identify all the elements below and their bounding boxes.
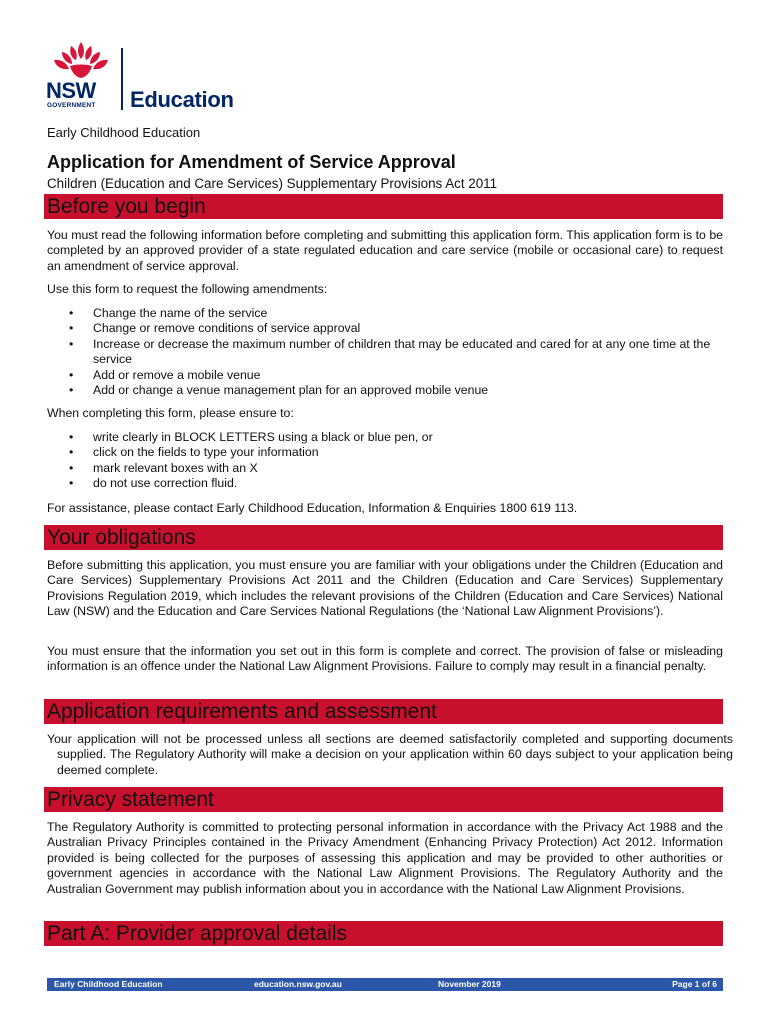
requirements-paragraph: Your application will not be processed unless all sections are deemed satisfactorily completed and supporting documents supplied. The Regulatory Authority will make a decision on your application within 60 days subject to your application being deemed complete. — [47, 732, 733, 777]
bullet-icon: • — [69, 306, 74, 320]
government-wordmark: GOVERNMENT — [47, 102, 96, 109]
assistance-paragraph: For assistance, please contact Early Childhood Education, Information & Enquiries 1800 619 113. — [47, 501, 578, 515]
list-item: • Increase or decrease the maximum number of children that may be educated and cared for at any one time at the service — [69, 336, 711, 367]
footer-date: November 2019 — [438, 979, 501, 989]
list-item: • write clearly in BLOCK LETTERS using a black or blue pen, or — [69, 430, 433, 444]
document-title: Application for Amendment of Service Approval — [47, 152, 456, 172]
list-item: • mark relevant boxes with an X — [69, 460, 258, 475]
section-heading-before-you-begin: Before you begin — [44, 194, 723, 219]
bullet-icon: • — [69, 321, 74, 336]
waratah-icon — [44, 40, 118, 80]
section-heading-privacy: Privacy statement — [44, 787, 723, 812]
bullet-icon: • — [69, 367, 74, 382]
ensure-list — [47, 430, 723, 492]
nsw-education-logo — [44, 40, 254, 114]
department-label: Early Childhood Education — [47, 125, 201, 140]
logo-divider — [121, 48, 123, 110]
section-heading-requirements: Application requirements and assessment — [44, 699, 723, 724]
nsw-wordmark: NSW — [46, 78, 96, 103]
obligations-paragraph-1: Before submitting this application, you must ensure you are familiar with your obligations under the Children (Education and Care Services) Supplementary Provisions Act 2011 and the Children (Education and Care Services) Supplementary Provisions Regulation 2019, which includes the relevant provisions of the Children (Education and Care Services) National Law (NSW) and the Education and Care Services National Regulations (the ‘National Law Alignment Provisions’). — [47, 558, 723, 619]
intro-paragraph: You must read the following information before completing and submitting this application form. This application form is to be completed by an approved provider of a state regulated education and care service (mobile or occasional care) to request an amendment of service approval. — [47, 228, 723, 273]
section-heading-obligations: Your obligations — [44, 525, 723, 550]
obligations-paragraph-2: You must ensure that the information you set out in this form is complete and correct. The provision of false or misleading information is an offence under the National Law Alignment Provisions. Failure to comply may result in a financial penalty. — [47, 644, 723, 674]
bullet-icon: • — [69, 445, 74, 460]
list-item: • Change the name of the service — [69, 306, 268, 320]
document-subtitle: Children (Education and Care Services) Supplementary Provisions Act 2011 — [47, 176, 498, 191]
footer-page-number: Page 1 of 6 — [672, 979, 717, 989]
section-heading-part-a: Part A: Provider approval details — [44, 921, 723, 946]
amendments-list — [47, 306, 723, 398]
list-item: • do not use correction fluid. — [69, 476, 238, 491]
list-item: • Change or remove conditions of service approval — [69, 321, 361, 336]
page-footer — [47, 978, 723, 991]
footer-website-link[interactable]: education.nsw.gov.au — [254, 979, 342, 989]
list-item: • click on the fields to type your information — [69, 445, 319, 460]
bullet-icon: • — [69, 430, 74, 444]
list-item: • Add or change a venue management plan for an approved mobile venue — [69, 383, 489, 398]
privacy-paragraph: The Regulatory Authority is committed to protecting personal information in accordance with the Privacy Act 1988 and the Australian Privacy Principles contained in the Privacy Amendment (Enhancing Privacy Protection) Act 2012. Information provided is being collected for the purposes of assessing this application and may be provided to other authorities or government agencies in accordance with the National Law Alignment Provisions. The Regulatory Authority and the Australian Government may publish information about you in accordance with the National Law Alignment Provisions. — [47, 820, 723, 896]
education-wordmark: Education — [130, 87, 234, 112]
ensure-label: When completing this form, please ensure to: — [47, 406, 294, 420]
use-form-label: Use this form to request the following amendments: — [47, 282, 328, 296]
bullet-icon: • — [69, 476, 74, 491]
bullet-icon: • — [69, 336, 74, 351]
list-item: • Add or remove a mobile venue — [69, 367, 261, 382]
footer-department: Early Childhood Education — [54, 979, 163, 989]
bullet-icon: • — [69, 460, 74, 475]
bullet-icon: • — [69, 383, 74, 398]
